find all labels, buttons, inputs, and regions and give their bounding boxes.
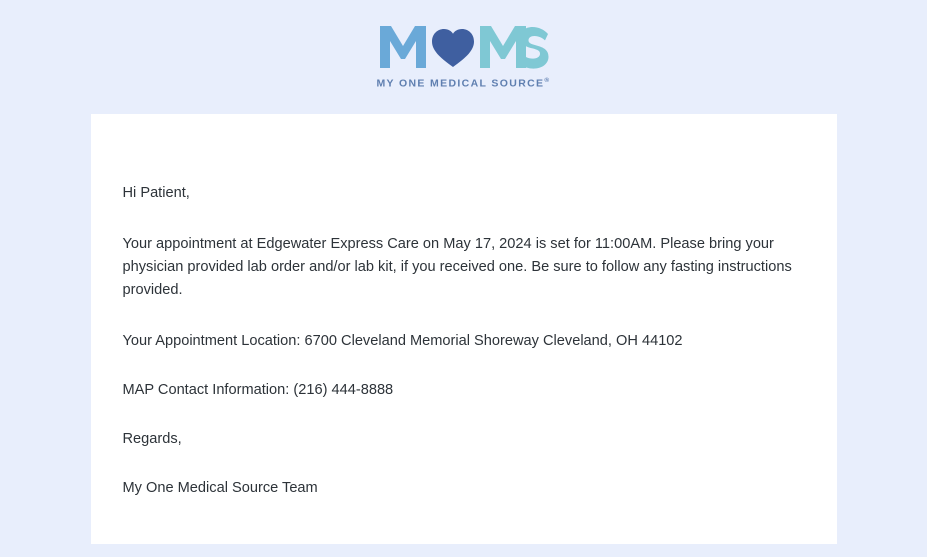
appointment-paragraph: Your appointment at Edgewater Express Care on May 17, 2024 is set for 11:00AM. Please bring your physician provided lab order and/or lab kit, if you received one. Be sure to follow any fasting instructions provided.	[122, 235, 792, 298]
logo-tagline-text: MY ONE MEDICAL SOURCE	[376, 77, 545, 90]
closing-text: Regards,	[122, 430, 182, 447]
logo-tagline	[376, 77, 550, 90]
appointment-location-line: Your Appointment Location: 6700 Cleveland Memorial Shoreway Cleveland, OH 44102	[122, 332, 683, 349]
email-card	[91, 114, 837, 544]
moms-logo-icon	[378, 22, 550, 70]
email-content	[91, 182, 837, 500]
contact-information-line: MAP Contact Information: (216) 444-8888	[122, 381, 394, 398]
signature-text: My One Medical Source Team	[122, 479, 318, 496]
registered-mark: ®	[544, 77, 551, 84]
brand-logo	[376, 22, 550, 90]
greeting-text: Hi Patient,	[122, 184, 190, 201]
logo-mark	[378, 22, 550, 70]
